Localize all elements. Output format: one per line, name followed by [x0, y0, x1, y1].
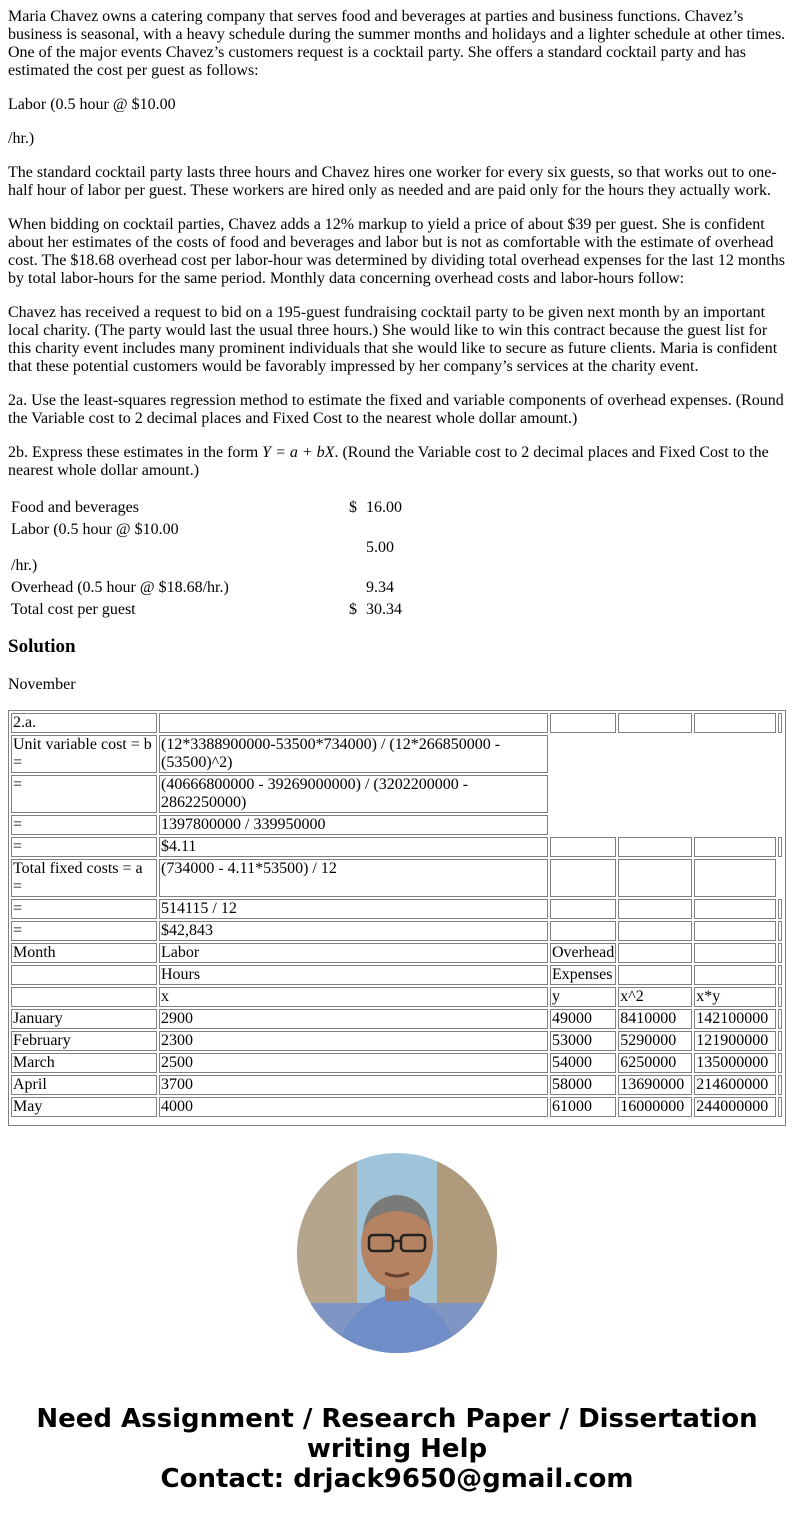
table-row: March 2500 54000 6250000 135000000	[11, 1053, 782, 1073]
cost-label: Food and beverages	[11, 499, 139, 516]
question-2b-pre: 2b. Express these estimates in the form	[8, 444, 263, 461]
table-row: May 4000 61000 16000000 244000000	[11, 1097, 782, 1117]
table-row: 2.a.	[11, 713, 782, 733]
cost-label: Total cost per guest	[11, 601, 136, 618]
table-row: Unit variable cost = b = (12*3388900000-53500*734000) / (12*266850000 - (53500)^2)	[11, 735, 782, 773]
cost-row-food	[10, 498, 427, 518]
table-row: = 514115 / 12	[11, 899, 782, 919]
cost-row-total	[10, 600, 427, 620]
tutor-avatar	[297, 1153, 497, 1353]
table-header-row: Month Labor Overhead	[11, 943, 782, 963]
promo-banner	[0, 1404, 794, 1494]
cost-per-guest-table	[8, 496, 429, 622]
table-row: February 2300 53000 5290000 121900000	[11, 1031, 782, 1051]
table-row: = $42,843	[11, 921, 782, 941]
solution-table	[9, 711, 784, 1119]
labor-line: Labor (0.5 hour @ $10.00	[8, 96, 176, 113]
table-header-row: x y x^2 x*y	[11, 987, 782, 1007]
question-2b	[8, 444, 786, 480]
table-row: Total fixed costs = a = (734000 - 4.11*53500) / 12	[11, 859, 782, 897]
bid-paragraph: Chavez has received a request to bid on a 195-guest fundraising cocktail party to be given next month by an important local charity. (The party would last the usual three hours.) She would like to win this contract because the guest list for this charity event includes many prominent individuals that she would like to secure as future clients. Maria is confident that these potential customers would be favorably impressed by her company’s services at the charity event.	[8, 304, 778, 375]
month-label: November	[8, 676, 76, 693]
solution-heading: Solution	[8, 636, 76, 657]
cost-value: 5.00	[366, 539, 394, 556]
cost-value: 9.34	[366, 579, 394, 596]
intro-paragraph: Maria Chavez owns a catering company that serves food and beverages at parties and business functions. Chavez’s business is seasonal, with a heavy schedule during the summer months and holidays and a lighter schedule at other times. One of the major events Chavez’s customers request is a cocktail party. She offers a standard cocktail party and has estimated the cost per guest as follows:	[8, 8, 786, 79]
portrait-image	[297, 1153, 497, 1353]
cost-label: Labor (0.5 hour @ $10.00 /hr.)	[11, 521, 179, 574]
cost-label: Overhead (0.5 hour @ $18.68/hr.)	[11, 579, 229, 596]
question-2a: 2a. Use the least-squares regression method to estimate the fixed and variable components of overhead expenses. (Round the Variable cost to 2 decimal places and Fixed Cost to the nearest whole dollar amount.)	[8, 392, 784, 427]
party-paragraph: The standard cocktail party lasts three hours and Chavez hires one worker for every six guests, so that works out to one-half hour of labor per guest. These workers are hired only as needed and are paid only for the hours they actually work.	[8, 164, 777, 199]
table-row: = $4.11	[11, 837, 782, 857]
cost-value: 16.00	[366, 499, 402, 516]
labor-line-unit: /hr.)	[8, 130, 35, 147]
table-row: = (40666800000 - 39269000000) / (3202200000 - 2862250000)	[11, 775, 782, 813]
cost-row-labor	[10, 520, 427, 576]
currency-symbol: $	[349, 601, 357, 618]
banner-line-1: Need Assignment / Research Paper / Dissertation	[36, 1404, 758, 1434]
cost-value: 30.34	[366, 601, 402, 618]
currency-symbol: $	[349, 499, 357, 516]
banner-contact: Contact: drjack9650@gmail.com	[160, 1464, 634, 1494]
table-row: January 2900 49000 8410000 142100000	[11, 1009, 782, 1029]
cost-row-overhead	[10, 578, 427, 598]
question-2b-post: . (Round the Variable cost to 2 decimal places and Fixed Cost to the nearest whole dollar amount.)	[8, 444, 769, 479]
solution-table-viewport	[8, 710, 786, 1126]
markup-paragraph: When bidding on cocktail parties, Chavez adds a 12% markup to yield a price of about $39 per guest. She is confident about her estimates of the costs of food and beverages and labor but is not as comfortable with the estimate of overhead cost. The $18.68 overhead cost per labor-hour was determined by dividing total overhead expenses for the last 12 months by total labor-hours for the same period. Monthly data concerning overhead costs and labor-hours follow:	[8, 216, 785, 287]
formula: Y = a + bX	[262, 444, 335, 461]
table-row: = 1397800000 / 339950000	[11, 815, 782, 835]
document-body	[8, 8, 786, 1126]
table-header-row: Hours Expenses	[11, 965, 782, 985]
banner-line-2: writing Help	[306, 1434, 488, 1464]
table-row: April 3700 58000 13690000 214600000	[11, 1075, 782, 1095]
